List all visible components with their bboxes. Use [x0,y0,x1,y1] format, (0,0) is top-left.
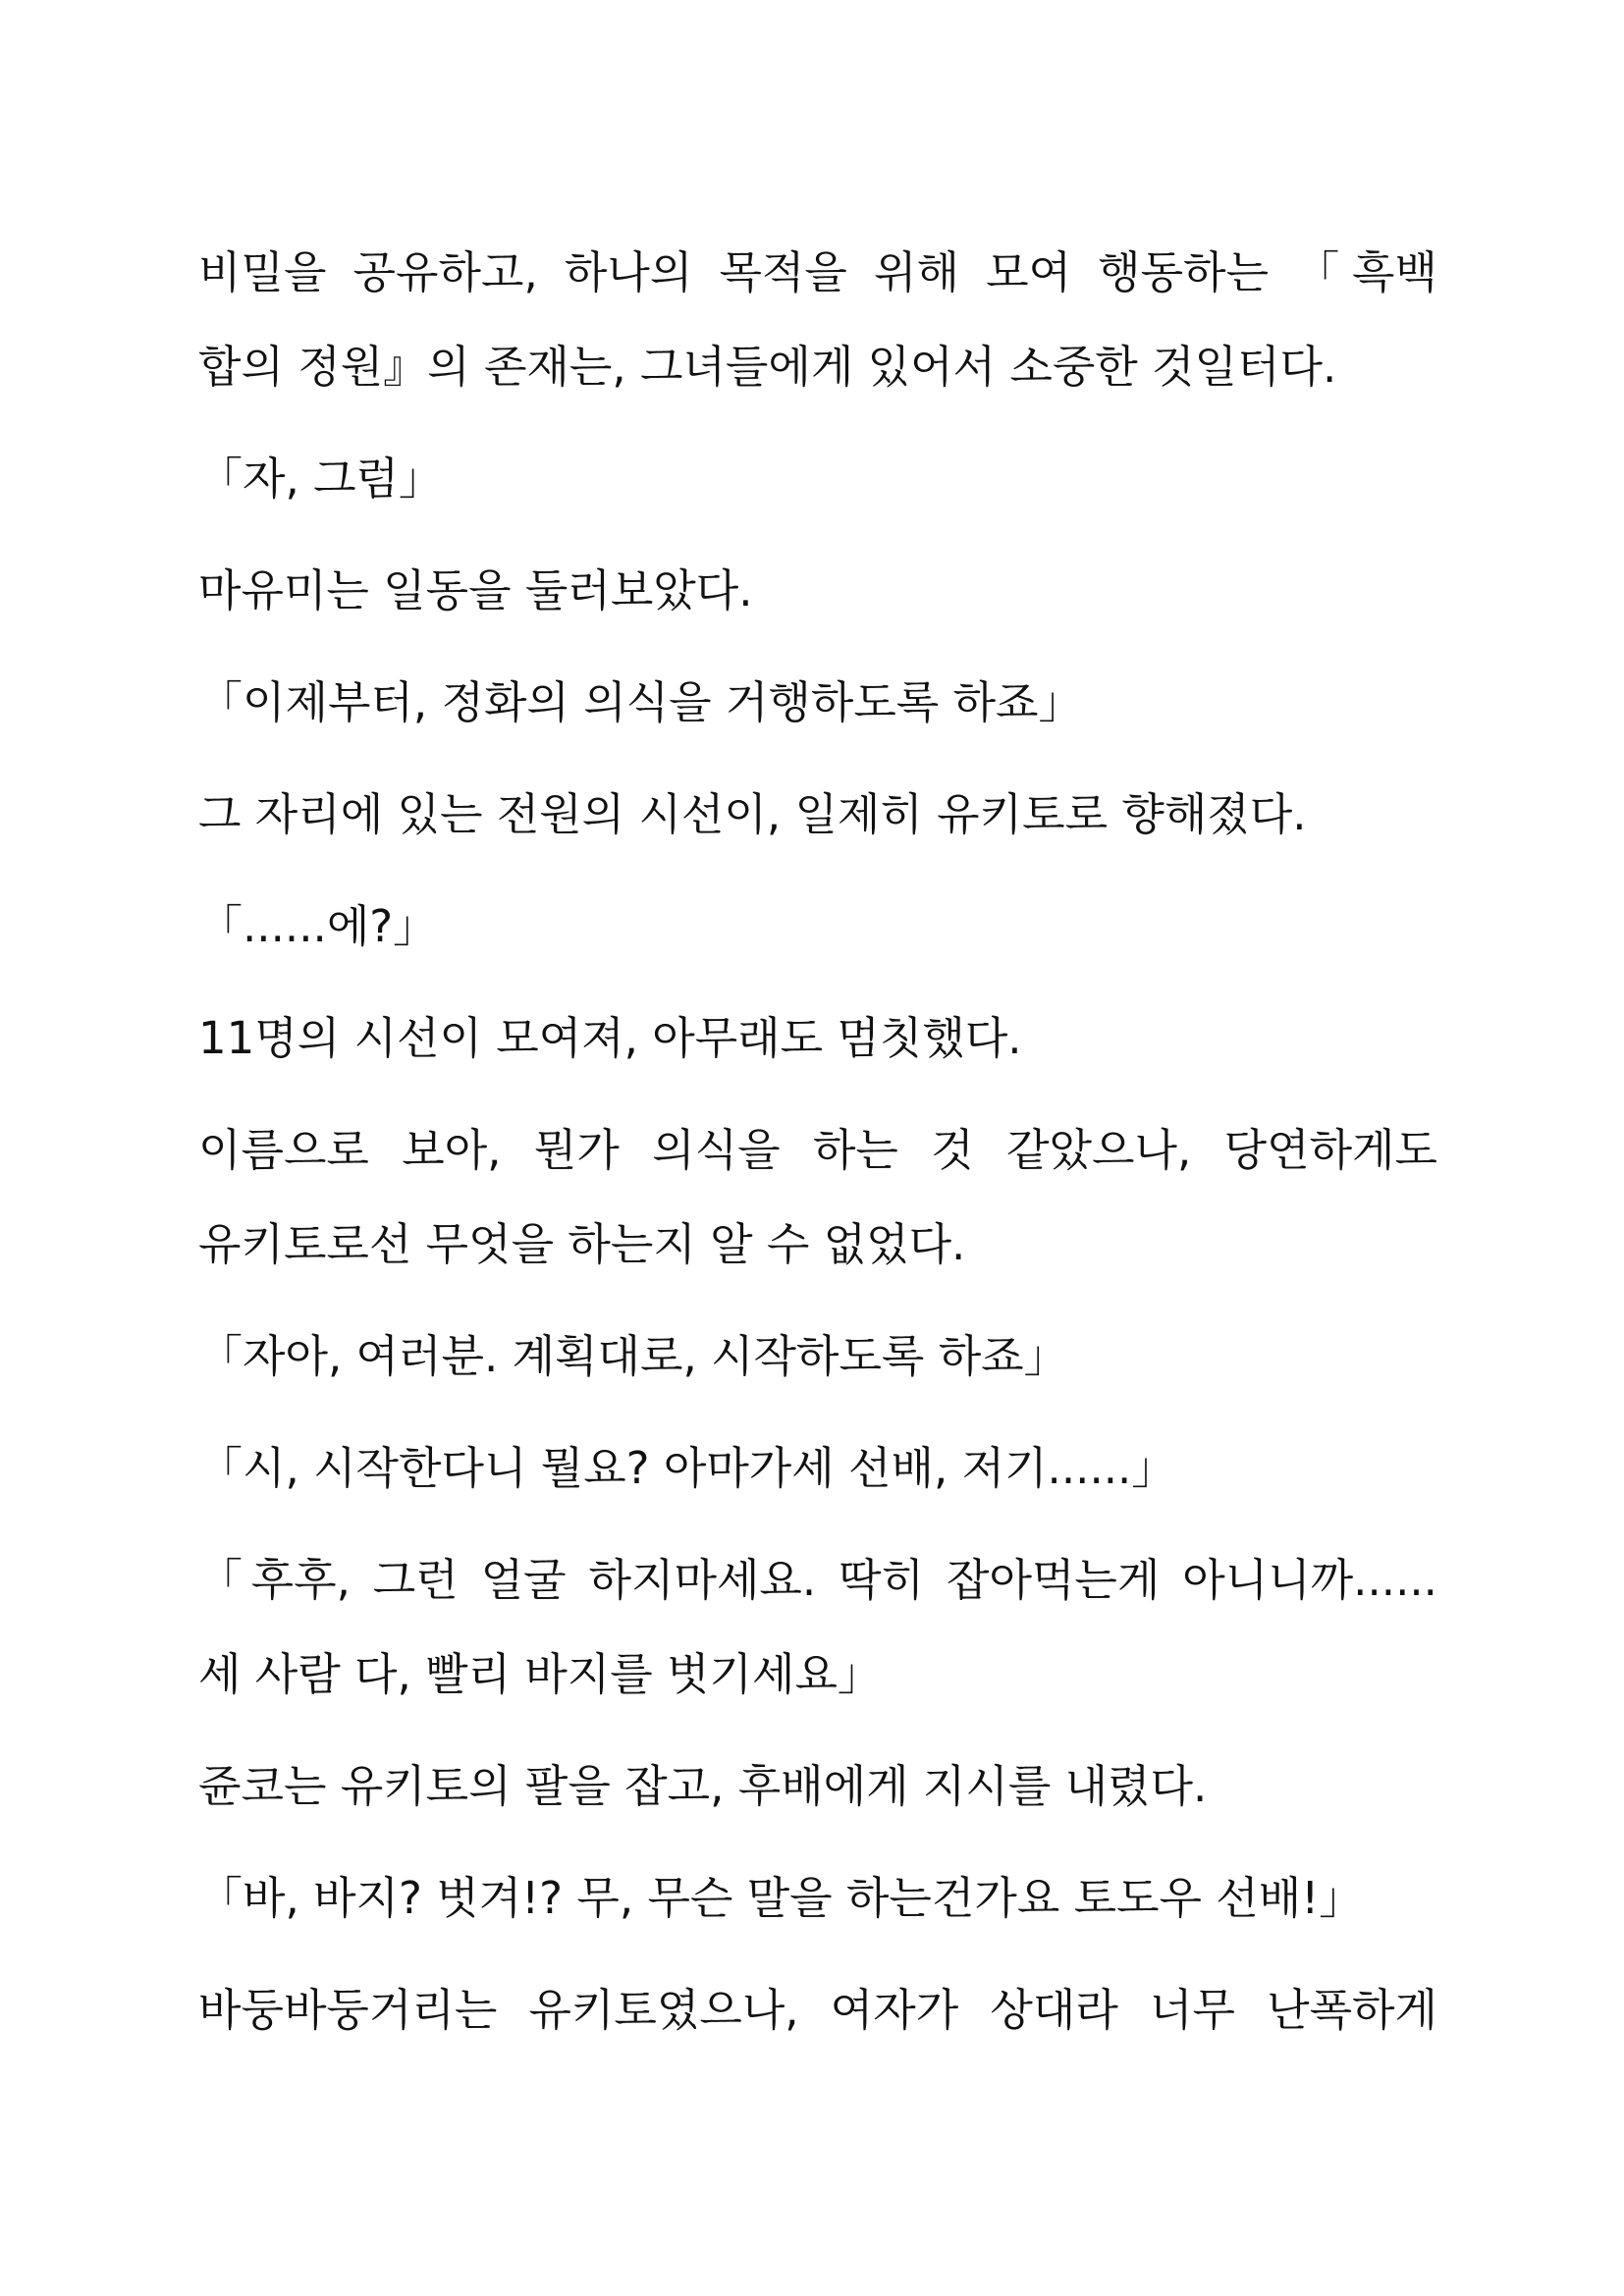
text-line: 유키토로선 무엇을 하는지 알 수 없었다. [198,1218,966,1270]
text-line: 합의 정원』의 존재는, 그녀들에게 있어서 소중한 것일터다. [198,341,1337,393]
text-line: 쥰코는 유키토의 팔을 잡고, 후배에게 지시를 내렸다. [198,1760,1208,1812]
text-line: 바둥바둥거리는 유키토였으나, 여자가 상대라 너무 난폭하게 [198,1984,1437,2036]
text-line: 「자, 그럼」 [198,453,444,505]
text-line: 비밀을 공유하고, 하나의 목적을 위해 모여 행동하는 「흑백 [198,246,1437,298]
text-line: 세 사람 다, 빨리 바지를 벗기세요」 [198,1648,882,1700]
text-line: 「......에?」 [198,900,438,952]
text-line: 「바, 바지? 벗겨!? 무, 무슨 말을 하는건가요 토도우 선배!」 [198,1872,1364,1924]
text-line: 「이제부터, 정화의 의식을 거행하도록 하죠」 [198,676,1083,728]
text-line: 그 자리에 있는 전원의 시선이, 일제히 유키토로 향해졌다. [198,788,1307,840]
text-line: 마유미는 일동을 둘러보았다. [198,564,753,616]
text-line: 11명의 시선이 모여져, 아무래도 멈칫했다. [198,1012,1022,1064]
text-line: 이름으로 보아, 뭔가 의식을 하는 것 같았으나, 당연하게도 [198,1124,1437,1176]
text-line: 「자아, 여러분. 계획대로, 시작하도록 하죠」 [198,1330,1068,1382]
text-line: 「시, 시작한다니 뭘요? 아마가세 선배, 저기......」 [198,1442,1176,1494]
text-line: 「후후, 그런 얼굴 하지마세요. 딱히 잡아먹는게 아니니까...... [198,1554,1437,1606]
